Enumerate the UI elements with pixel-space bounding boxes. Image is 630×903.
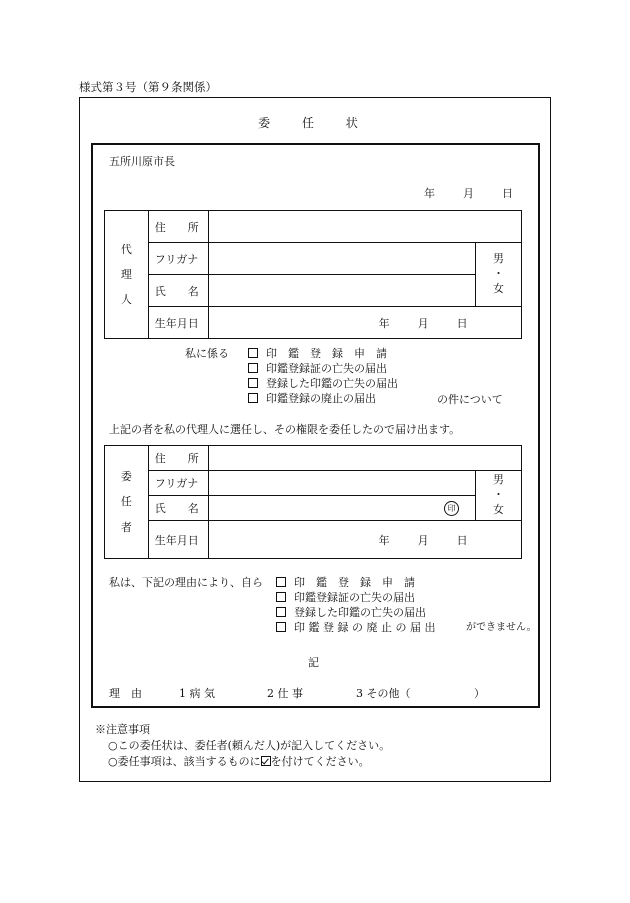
agent-group-label: 代 理 人 — [105, 211, 149, 339]
principal-dob-field[interactable]: 年 月 日 — [208, 521, 521, 559]
principal-table — [104, 445, 522, 559]
checkbox-icon[interactable] — [276, 607, 286, 617]
checkbox-icon[interactable] — [248, 363, 258, 373]
date-year-label: 年 — [424, 187, 435, 200]
checkbox-icon[interactable] — [248, 378, 258, 388]
ki-heading: 記 — [308, 656, 319, 669]
agent-name-field[interactable] — [208, 275, 475, 307]
principal-dob-label: 生年月日 — [148, 521, 208, 559]
notes-heading: ※注意事項 — [95, 723, 150, 736]
principal-address-label: 住 所 — [148, 446, 208, 471]
reason-label: 理 由 — [109, 687, 142, 700]
principal-name-label: 氏 名 — [148, 496, 208, 521]
principal-furigana-label: フリガナ — [148, 471, 208, 496]
checkmark-icon — [261, 756, 271, 766]
checkbox-icon[interactable] — [276, 592, 286, 602]
principal-name-field[interactable] — [208, 496, 475, 521]
agent-options-suffix: の件について — [437, 393, 503, 406]
date-day-label: 日 — [502, 187, 513, 200]
agent-dob-label: 生年月日 — [148, 307, 208, 339]
seal-mark-icon: 印 — [444, 501, 459, 516]
notes-line-1: ○この委任状は、委任者(頼んだ人)が記入してください。 — [108, 739, 391, 752]
checkbox-icon[interactable] — [248, 393, 258, 403]
reason-options-suffix: ができません。 — [466, 622, 537, 633]
agent-name-label: 氏 名 — [148, 275, 208, 307]
reason-options-lead: 私は、下記の理由により、自ら — [109, 576, 263, 589]
principal-group-label: 委 任 者 — [105, 446, 149, 559]
agent-option-abolition[interactable]: 印鑑登録の廃止の届出 — [248, 393, 376, 404]
checkbox-icon[interactable] — [276, 622, 286, 632]
addressee: 五所川原市長 — [109, 155, 175, 168]
checkbox-icon[interactable] — [276, 577, 286, 587]
reason-option-card-loss[interactable]: 印鑑登録証の亡失の届出 — [276, 592, 415, 603]
agent-options-lead: 私に係る — [185, 347, 229, 360]
agent-table — [104, 210, 522, 339]
form-number-label: 様式第３号（第９条関係） — [79, 80, 217, 94]
agent-furigana-label: フリガナ — [148, 243, 208, 275]
submission-date[interactable] — [424, 188, 513, 199]
reason-option-abolition[interactable]: 印 鑑 登 録 の 廃 止 の 届 出 — [276, 622, 435, 633]
agent-option-seal-loss[interactable]: 登録した印鑑の亡失の届出 — [248, 378, 398, 389]
agent-address-field[interactable] — [208, 211, 521, 243]
notes-line-2: ○委任事項は、該当するものに を付けてください。 — [108, 755, 370, 768]
agent-dob-field[interactable]: 年 月 日 — [208, 307, 521, 339]
reason-work[interactable]: 2 仕 事 — [267, 687, 303, 700]
form-title: 委 任 状 — [258, 116, 372, 130]
agent-option-card-loss[interactable]: 印鑑登録証の亡失の届出 — [248, 363, 387, 374]
agent-sex-selector[interactable]: 男 ・ 女 — [476, 243, 522, 307]
principal-sex-selector[interactable]: 男 ・ 女 — [476, 471, 522, 521]
reason-other-close: ） — [474, 687, 485, 700]
reason-option-seal-loss[interactable]: 登録した印鑑の亡失の届出 — [276, 607, 426, 618]
delegation-statement: 上記の者を私の代理人に選任し、その権限を委任したので届け出ます。 — [109, 423, 461, 436]
agent-option-registration[interactable]: 印 鑑 登 録 申 請 — [248, 348, 387, 359]
reason-illness[interactable]: 1 病 気 — [179, 687, 215, 700]
reason-option-registration[interactable]: 印 鑑 登 録 申 請 — [276, 577, 415, 588]
agent-address-label: 住 所 — [148, 211, 208, 243]
principal-furigana-field[interactable] — [208, 471, 475, 496]
checkbox-icon[interactable] — [248, 348, 258, 358]
reason-other[interactable]: 3 その他（ — [356, 687, 411, 700]
principal-address-field[interactable] — [208, 446, 521, 471]
date-month-label: 月 — [463, 187, 474, 200]
agent-furigana-field[interactable] — [208, 243, 475, 275]
